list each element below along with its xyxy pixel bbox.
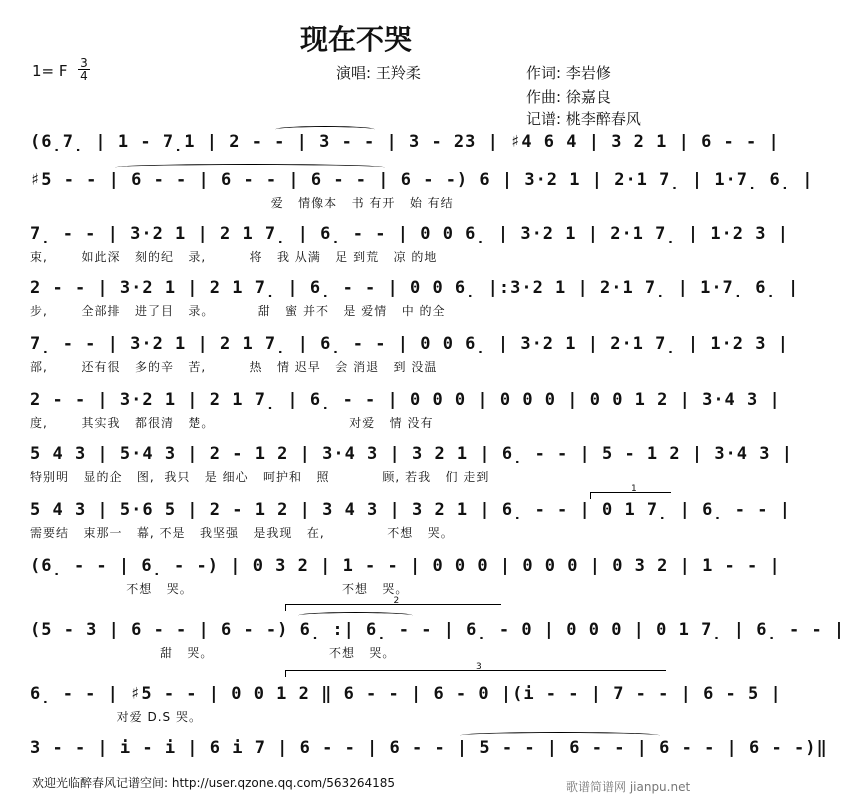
watermark: 歌谱简谱网 jianpu.net xyxy=(566,780,691,794)
score-system-3 xyxy=(0,224,789,278)
lyric-line: 需要结 束那一 幕, 不是 我坚强 是我现 在, 不想 哭。 xyxy=(30,526,454,540)
lyric-line: 甜 哭。 不想 哭。 xyxy=(30,646,396,660)
time-numerator: 3 xyxy=(80,56,88,70)
lyric-line: 部, 还有很 多的辛 苦, 热 情 迟早 会 消退 到 没温 xyxy=(30,360,438,374)
lyricist-credit: 作词: 李岩修 xyxy=(526,64,611,82)
music-line: 7̣ - - | 3·2 1 | 2 1 7̣ | 6̣ - - | 0 0 6̣ | 3·2 1 | 2·1 7̣ | 1·2 3 | xyxy=(30,334,789,354)
music-line: 5 4 3 | 5·6 5 | 2 - 1 2 | 3 4 3 | 3 2 1 | 6̣ - - | 0 1 7̣ | 6̣ - - | xyxy=(30,500,791,520)
lyric-line: 爱 情像本 书 有开 始 有结 xyxy=(30,196,454,210)
score-system-8: 1 5 4 3 | 5·6 5 | 2 - 1 2 | 3 4 3 | 3 2 1 | 6̣ - - | 0 1 7̣ | 6̣ - - | 需要结 束那一 幕, 不是 我坚强 是我现 在, 不想 哭。 xyxy=(30,484,791,540)
music-line: 3 - - | i - i | 6 i 7 | 6 - - | 6 - - | 5 - - | 6 - - | 6 - - | 6 - -)‖ xyxy=(30,738,828,758)
footer-link-text: 欢迎光临醉春风记谱空间: http://user.qzone.qq.com/563264185 xyxy=(32,776,396,790)
score-system-4 xyxy=(0,278,800,332)
music-line: 6̣ - - | ♯5 - - | 0 0 1 2 ‖ 6 - - | 6 - 0 |(i - - | 7 - - | 6 - 5 | xyxy=(30,684,782,704)
music-line: (6̣7̣ | 1 - 7̣1 | 2 - - | 3 - - | 3 - 23 | ♯4 6 4 | 3 2 1 | 6 - - | xyxy=(30,132,780,152)
time-denominator: 4 xyxy=(78,69,90,82)
lyric-line: 步, 全部排 进了目 录。 甜 蜜 并不 是 爱情 中 的全 xyxy=(30,304,446,318)
lyric-line: 不想 哭。 不想 哭。 xyxy=(30,582,409,596)
composer-credit: 作曲: 徐嘉良 xyxy=(526,88,611,106)
score-system-7 xyxy=(0,444,793,498)
transcriber-credit: 记谱: 桃李醉春风 xyxy=(526,110,641,128)
score-system-10: 2 (5 - 3 | 6 - - | 6 - -) 6̣ :| 6̣ - - | 6̣ - 0 | 0 0 0 | 0 1 7̣ | 6̣ - - | 甜 哭。 不想 哭。 xyxy=(30,596,845,660)
lyric-line: 特别明 显的企 图, 我只 是 细心 呵护和 照 顾, 若我 们 走到 xyxy=(30,470,490,484)
score-system-9 xyxy=(0,556,781,610)
score-system-5 xyxy=(0,334,789,388)
score-system-11: 3 6̣ - - | ♯5 - - | 0 0 1 2 ‖ 6 - - | 6 - 0 |(i - - | 7 - - | 6 - 5 | 对爱 D.S 哭。 xyxy=(30,662,782,724)
music-line: ♯5 - - | 6 - - | 6 - - | 6 - - | 6 - -) 6 | 3·2 1 | 2·1 7̣ | 1·7̣ 6̣ | xyxy=(30,170,814,190)
music-line: 2 - - | 3·2 1 | 2 1 7̣ | 6̣ - - | 0 0 6̣ |:3·2 1 | 2·1 7̣ | 1·7̣ 6̣ | xyxy=(30,278,800,298)
lyric-line: 度, 其实我 都很清 楚。 对爱 情 没有 xyxy=(30,416,434,430)
singer-credit: 演唱: 王羚柔 xyxy=(336,64,421,82)
music-line: (5 - 3 | 6 - - | 6 - -) 6̣ :| 6̣ - - | 6̣ - 0 | 0 0 0 | 0 1 7̣ | 6̣ - - | xyxy=(30,620,845,640)
song-title: 现在不哭 xyxy=(299,23,412,56)
time-signature xyxy=(78,57,90,82)
music-line: 5 4 3 | 5·4 3 | 2 - 1 2 | 3·4 3 | 3 2 1 | 6̣ - - | 5 - 1 2 | 3·4 3 | xyxy=(30,444,793,464)
lyric-line: 束, 如此深 刻的纪 录, 将 我 从满 足 到荒 凉 的地 xyxy=(30,250,438,264)
music-line: (6̣ - - | 6̣ - -) | 0 3 2 | 1 - - | 0 0 0 | 0 0 0 | 0 3 2 | 1 - - | xyxy=(30,556,781,576)
music-line: 7̣ - - | 3·2 1 | 2 1 7̣ | 6̣ - - | 0 0 6̣ | 3·2 1 | 2·1 7̣ | 1·2 3 | xyxy=(30,224,789,244)
key-signature: 1= F xyxy=(32,62,68,80)
lyric-line: 对爱 D.S 哭。 xyxy=(30,710,202,724)
music-line: 2 - - | 3·2 1 | 2 1 7̣ | 6̣ - - | 0 0 0 | 0 0 0 | 0 0 1 2 | 3·4 3 | xyxy=(30,390,781,410)
score-system-6 xyxy=(0,390,781,444)
score-system-2 xyxy=(0,170,814,224)
